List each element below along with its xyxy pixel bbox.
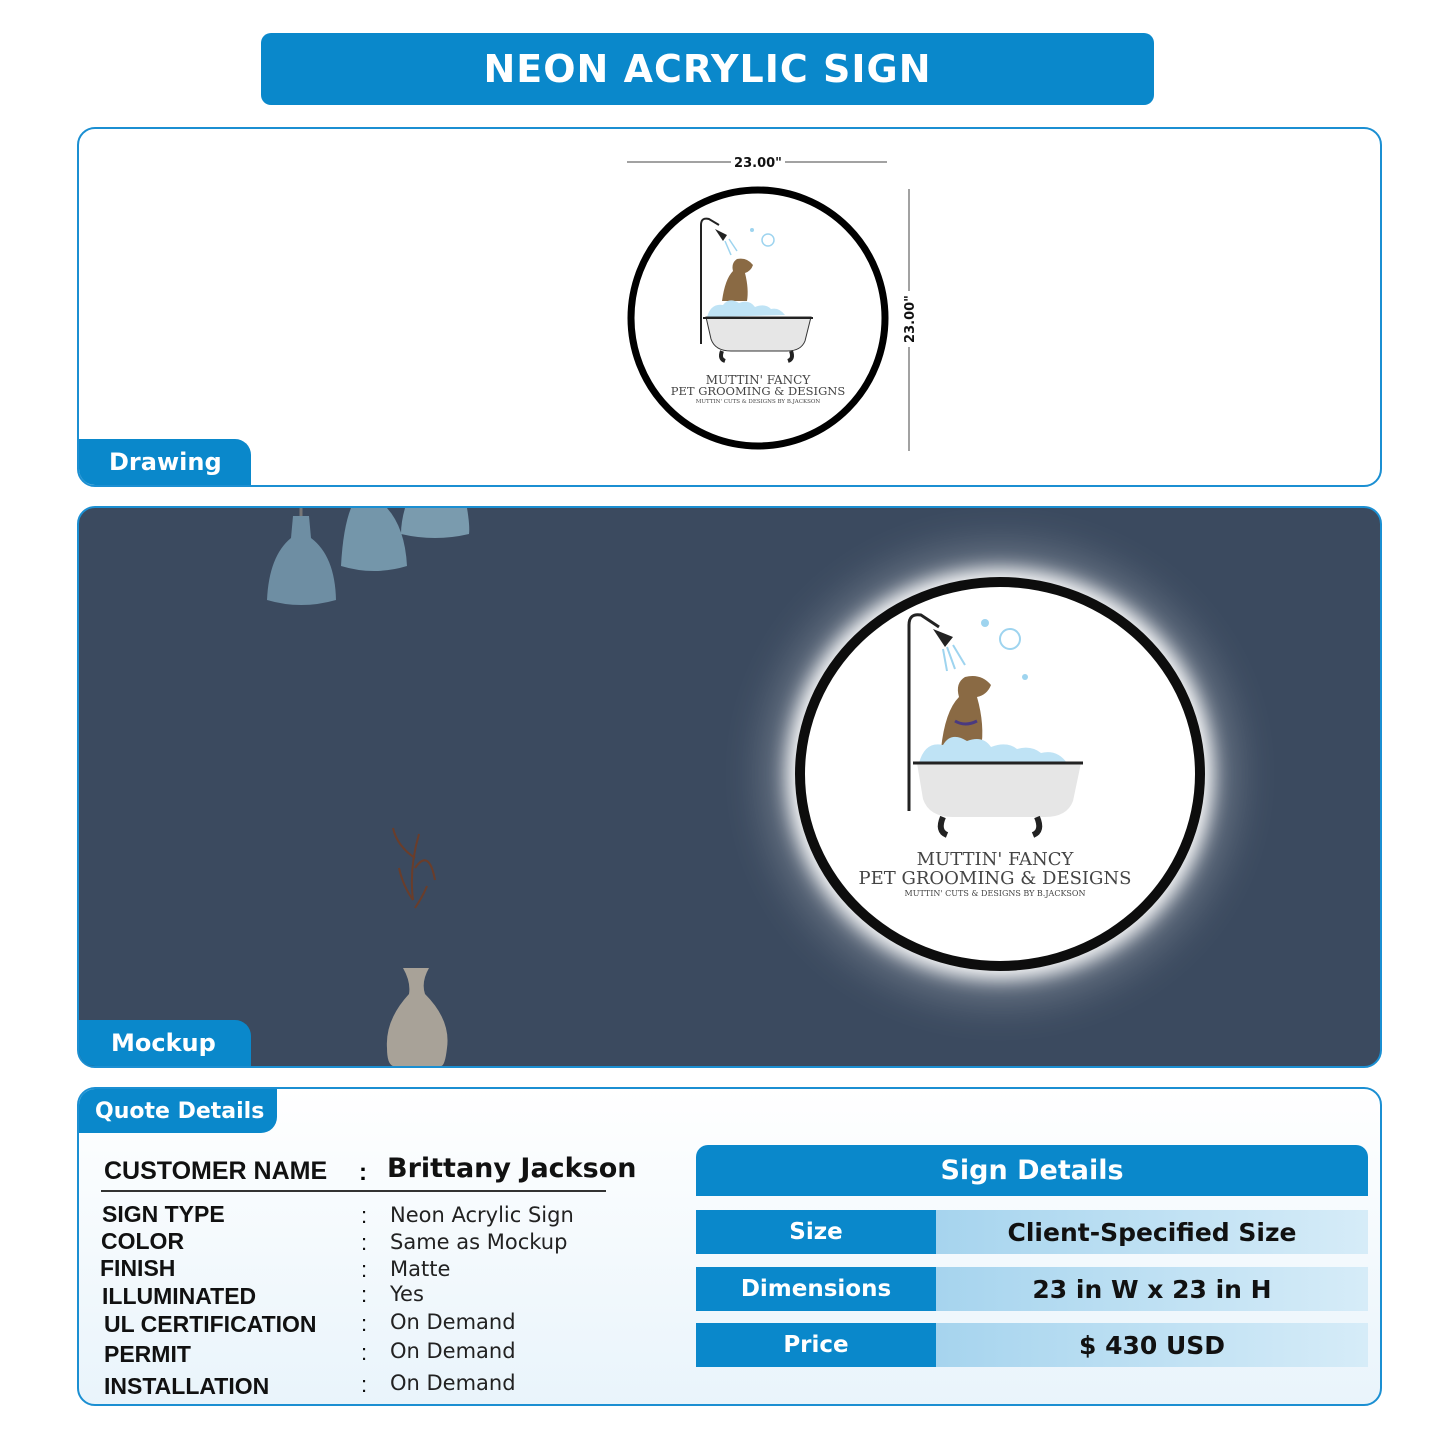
drawing-svg bbox=[79, 129, 1380, 485]
mockup-panel bbox=[77, 506, 1382, 1068]
detail-colon: : bbox=[361, 1372, 368, 1397]
sign-details-key: Price bbox=[696, 1323, 936, 1367]
drawing-panel bbox=[77, 127, 1382, 487]
drawing-logo-line1: MUTTIN' FANCY bbox=[705, 373, 811, 387]
detail-colon: : bbox=[361, 1282, 368, 1307]
detail-value-permit: On Demand bbox=[390, 1339, 516, 1363]
mockup-logo-line3: MUTTIN' CUTS & DESIGNS BY B.JACKSON bbox=[904, 889, 1086, 898]
detail-value-finish: Matte bbox=[390, 1257, 451, 1281]
detail-label-permit: PERMIT bbox=[104, 1341, 191, 1367]
detail-colon: : bbox=[361, 1203, 368, 1228]
detail-value-installation: On Demand bbox=[390, 1371, 516, 1395]
pendant-lamp-icon bbox=[267, 516, 336, 605]
customer-name-underline bbox=[101, 1190, 606, 1192]
detail-label-finish: FINISH bbox=[100, 1255, 176, 1281]
mockup-logo-line2: PET GROOMING & DESIGNS bbox=[858, 868, 1132, 889]
dog-icon bbox=[941, 676, 991, 749]
sign-details-value: $ 430 USD bbox=[936, 1323, 1368, 1367]
detail-label-installation: INSTALLATION bbox=[104, 1373, 270, 1399]
mockup-logo-line1: MUTTIN' FANCY bbox=[916, 849, 1074, 870]
customer-name-value: Brittany Jackson bbox=[387, 1153, 637, 1184]
bathtub-icon bbox=[706, 317, 811, 351]
detail-label-ul-certification: UL CERTIFICATION bbox=[104, 1311, 317, 1337]
detail-label-sign-type: SIGN TYPE bbox=[102, 1201, 225, 1227]
customer-name-label: CUSTOMER NAME bbox=[104, 1157, 328, 1185]
drawing-tab: Drawing bbox=[79, 439, 251, 485]
detail-colon: : bbox=[361, 1230, 368, 1255]
sign-details-header: Sign Details bbox=[696, 1145, 1368, 1196]
bubble-icon bbox=[1000, 629, 1020, 649]
detail-value-sign-type: Neon Acrylic Sign bbox=[390, 1203, 574, 1227]
customer-name-colon: : bbox=[359, 1159, 367, 1186]
sign-details-row-dimensions bbox=[696, 1267, 1368, 1311]
width-dimension-label: 23.00" bbox=[734, 156, 782, 171]
sign-details-key: Dimensions bbox=[696, 1267, 936, 1311]
detail-colon: : bbox=[361, 1340, 368, 1365]
sign-details-value: 23 in W x 23 in H bbox=[936, 1267, 1368, 1311]
bathtub-icon bbox=[917, 763, 1081, 817]
detail-value-ul-certification: On Demand bbox=[390, 1310, 516, 1334]
detail-colon: : bbox=[361, 1257, 368, 1282]
detail-value-illuminated: Yes bbox=[390, 1282, 424, 1306]
drawing-logo-line3: MUTTIN' CUTS & DESIGNS BY B.JACKSON bbox=[695, 399, 821, 405]
mockup-logo bbox=[805, 587, 1195, 961]
height-dimension-label: 23.00" bbox=[903, 295, 918, 343]
mockup-sign bbox=[795, 577, 1205, 971]
detail-value-color: Same as Mockup bbox=[390, 1230, 568, 1254]
quote-panel bbox=[77, 1087, 1382, 1406]
sign-details-row-price bbox=[696, 1323, 1368, 1367]
drawing-logo-line2: PET GROOMING & DESIGNS bbox=[670, 384, 846, 398]
detail-label-color: COLOR bbox=[101, 1228, 185, 1254]
sign-details-row-size bbox=[696, 1210, 1368, 1254]
pendant-lamp-icon bbox=[341, 508, 407, 571]
detail-colon: : bbox=[361, 1311, 368, 1336]
vase-icon bbox=[387, 968, 448, 1066]
sign-details-value: Client-Specified Size bbox=[936, 1210, 1368, 1254]
mockup-tab: Mockup bbox=[79, 1020, 251, 1066]
sign-details-key: Size bbox=[696, 1210, 936, 1254]
pendant-lamp-icon bbox=[401, 508, 469, 538]
quote-tab: Quote Details bbox=[79, 1089, 277, 1133]
detail-label-illuminated: ILLUMINATED bbox=[102, 1283, 257, 1309]
page-title: NEON ACRYLIC SIGN bbox=[261, 33, 1154, 105]
